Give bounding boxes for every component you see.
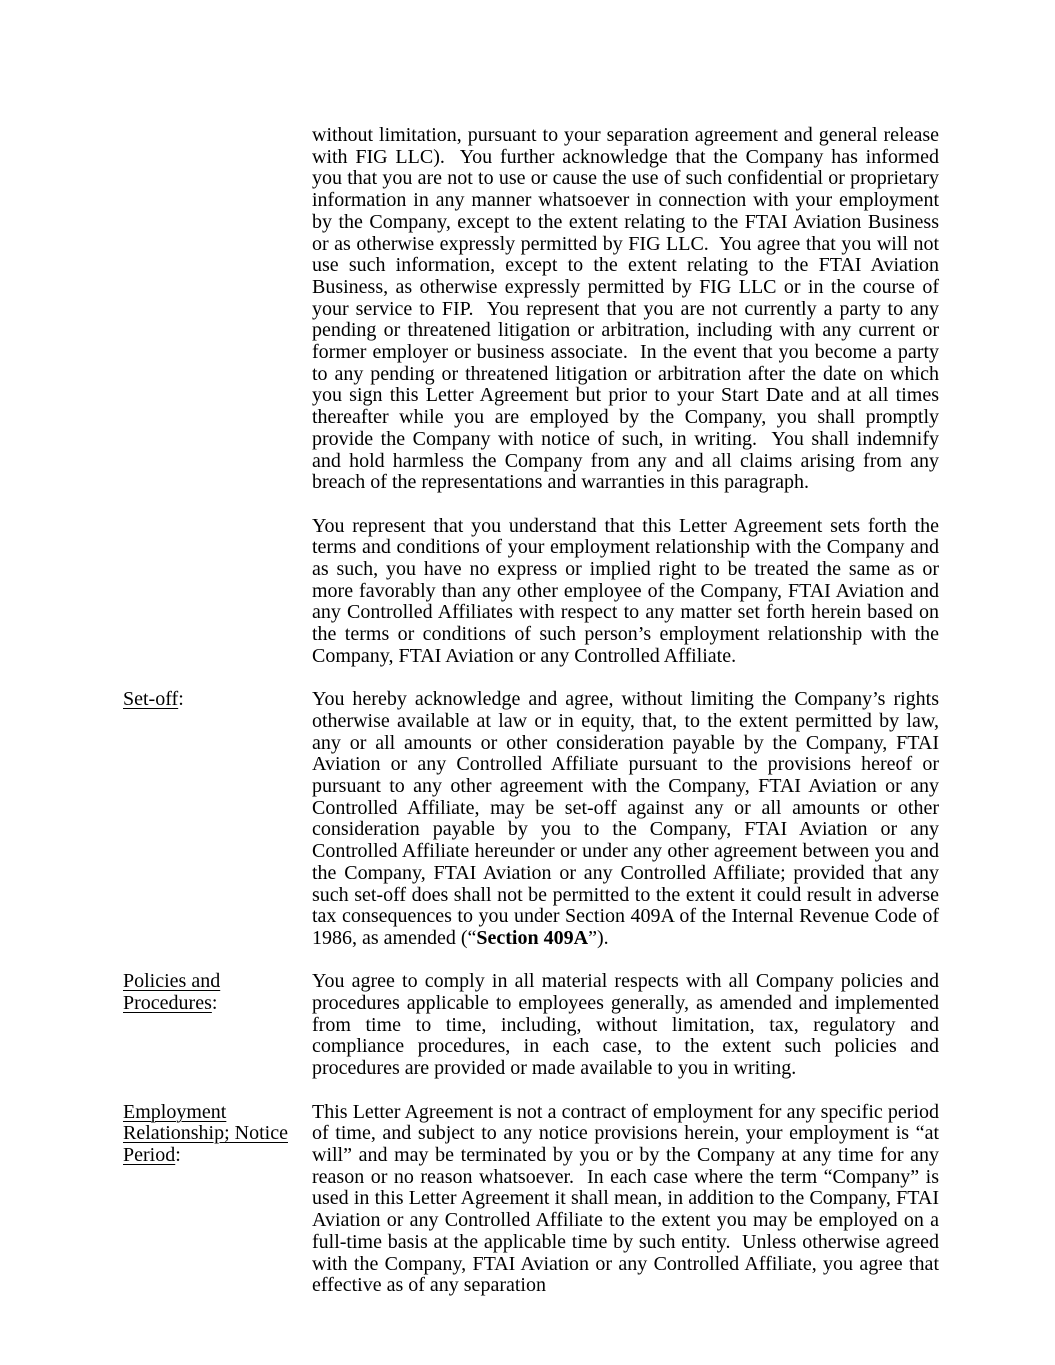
paragraph bbox=[312, 516, 939, 668]
text-run: without limitation, pursuant to your separation agreement and general release with FIG LLC). You further acknowledge that the Company has informed you that you are not to use or cause the use of such confidential or proprietary information in any manner whatsoever in connection with your employment by the Company, except to the extent relating to the FTAI Aviation Business or as otherwise expressly permitted by FIG LLC. You agree that you will not use such information, except to the extent relating to the FTAI Aviation Business, as otherwise expressly permitted by FIG LLC or in the course of your service to FIP. You represent that you are not currently a party to any pending or threatened litigation or arbitration, including with any current or former employer or business associate. In the event that you become a party to any pending or threatened litigation or arbitration after the date on which you sign this Letter Agreement but prior to your Start Date and at all times thereafter while you are employed by the Company, you shall promptly provide the Company with notice of such, in writing. You shall indemnify and hold harmless the Company from any and all claims arising from any breach of the representations and warranties in this paragraph. bbox=[312, 124, 939, 494]
section-set-off bbox=[123, 689, 939, 971]
text-run: This Letter Agreement is not a contract of employment for any specific period of time, and subject to any notice provisions herein, your employment is “at will” and may be terminated by you or by the Company at any time for any reason or no reason whatsoever. In each case where the term “Company” is used in this Letter Agreement it shall mean, in addition to the Company, FTAI Aviation or any Controlled Affiliate to the extent you may be employed on a full-time basis at the applicable time by such entity. Unless otherwise agreed with the Company, FTAI Aviation or any Controlled Affiliate, you agree that effective as of any separation bbox=[312, 1100, 939, 1297]
text-run: You hereby acknowledge and agree, without limiting the Company’s rights otherwise available at law or in equity, that, to the extent permitted by law, any or all amounts or other consideration payable by the Company, FTAI Aviation or any Controlled Affiliate pursuant to the provisions hereof or pursuant to any other agreement with the Company, FTAI Aviation or any Controlled Affiliate, may be set-off against any or all amounts or other consideration payable by you to the Company, FTAI Aviation or any Controlled Affiliate hereunder or under any other agreement between you and the Company, FTAI Aviation or any Controlled Affiliate; provided that any such set-off does shall not be permitted to the extent it could result in adverse tax consequences to you under Section 409A of the Internal Revenue Code of 1986, as amended (“ bbox=[312, 688, 939, 949]
section-paragraphs bbox=[312, 689, 939, 971]
section-label-line: Employment bbox=[123, 1100, 227, 1123]
section-label bbox=[123, 971, 312, 1014]
paragraph bbox=[312, 125, 939, 494]
section-label bbox=[123, 689, 312, 711]
defined-term-bold: Section 409A bbox=[476, 926, 589, 949]
section-policies-and-procedures bbox=[123, 971, 939, 1101]
section-label-line: Period: bbox=[123, 1143, 181, 1166]
section-confidentiality-continuation bbox=[123, 125, 939, 689]
text-run: You agree to comply in all material respects with all Company policies and procedures applicable to employees generally, as amended and implemented from time to time, including, without limitation, tax, regulatory and compliance procedures, in each case, to the extent such policies and procedures are provided or made available to you in writing. bbox=[312, 970, 939, 1080]
letter-body bbox=[123, 125, 939, 1319]
section-paragraphs bbox=[312, 1102, 939, 1319]
section-label-line: Procedures: bbox=[123, 992, 218, 1015]
section-label-line: Policies and bbox=[123, 970, 221, 993]
section-paragraphs bbox=[312, 971, 939, 1101]
paragraph bbox=[312, 971, 939, 1080]
section-label-line: Relationship; Notice bbox=[123, 1122, 288, 1145]
section-label bbox=[123, 1102, 312, 1167]
paragraph bbox=[312, 689, 939, 949]
section-employment-relationship-notice-period bbox=[123, 1102, 939, 1319]
section-paragraphs bbox=[312, 125, 939, 689]
text-run: You represent that you understand that this Letter Agreement sets forth the terms and conditions of your employment relationship with the Company and as such, you have no express or implied right to be treated the same as or more favorably than any other employee of the Company, FTAI Aviation and any Controlled Affiliates with respect to any matter set forth herein based on the terms or conditions of such person’s employment relationship with the Company, FTAI Aviation or any Controlled Affiliate. bbox=[312, 514, 939, 667]
text-run: ”). bbox=[588, 926, 609, 949]
section-label-line: Set-off: bbox=[123, 688, 184, 711]
paragraph bbox=[312, 1102, 939, 1297]
